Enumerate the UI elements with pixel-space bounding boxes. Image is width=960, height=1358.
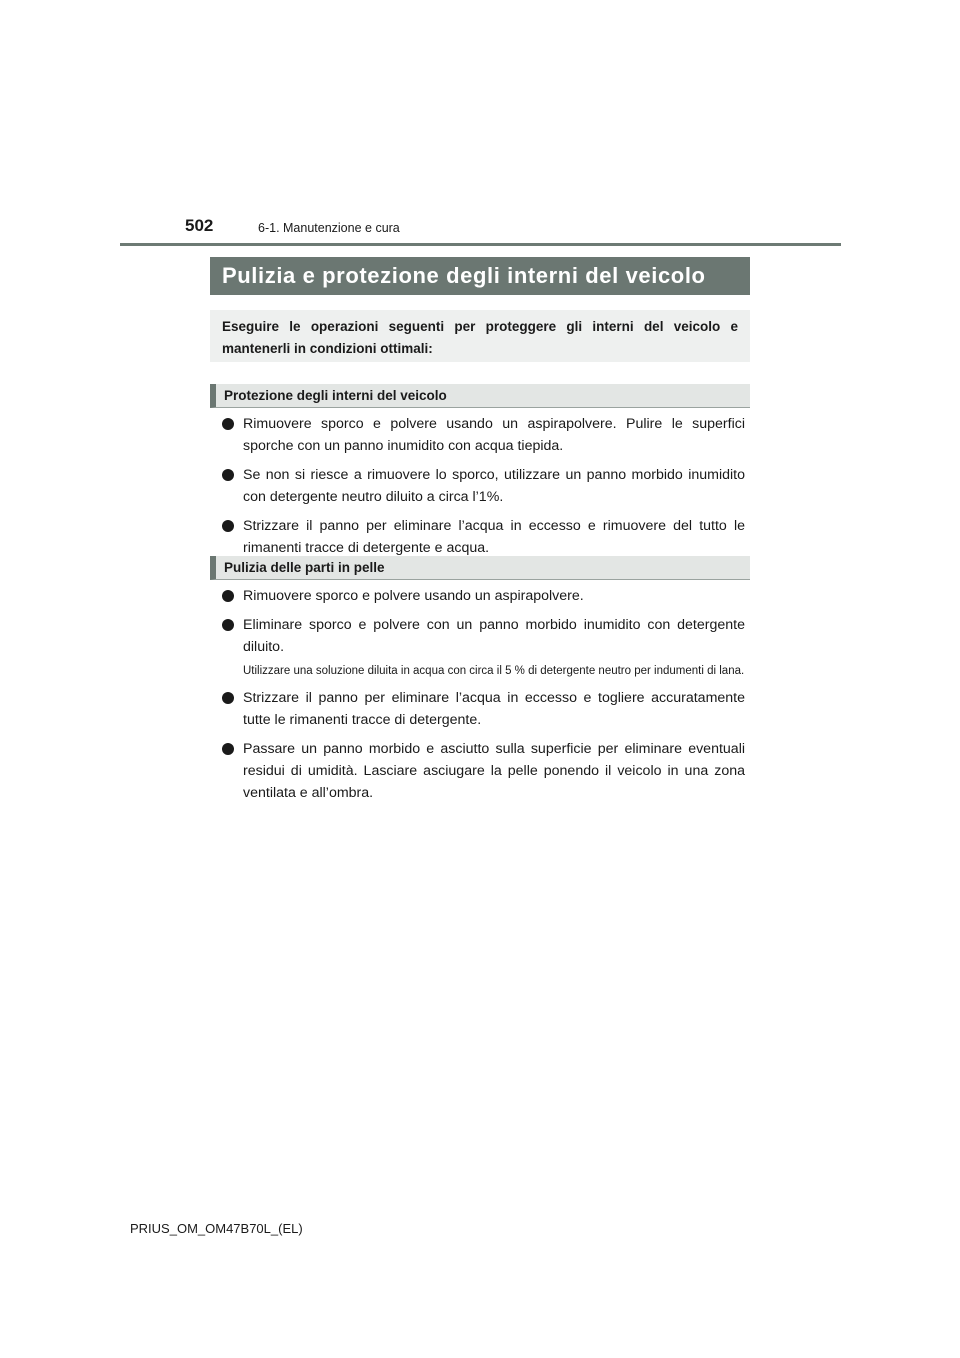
list-item: Se non si riesce a rimuovere lo sporco, utilizzare un panno morbido inumidito con detergente neutro diluito a circa l’1%. [222, 464, 745, 508]
bullet-icon [222, 520, 234, 532]
list-item: Rimuovere sporco e polvere usando un aspirapolvere. Pulire le superfici sporche con un panno inumidito con acqua tiepida. [222, 413, 745, 457]
bullet-icon [222, 469, 234, 481]
bullet-icon [222, 418, 234, 430]
bullet-list-leather-cleaning [222, 585, 745, 811]
note-text: Utilizzare una soluzione diluita in acqua con circa il 5 % di detergente neutro per indumenti di lana. [243, 665, 745, 677]
header-divider [120, 243, 841, 246]
list-item: Strizzare il panno per eliminare l’acqua in eccesso e rimuovere del tutto le rimanenti tracce di detergente e acqua. [222, 515, 745, 559]
bullet-icon [222, 619, 234, 631]
list-item: Passare un panno morbido e asciutto sulla superficie per eliminare eventuali residui di umidità. Lasciare asciugare la pelle ponendo il veicolo in una zona ventilata e all’ombra. [222, 738, 745, 804]
bullet-list-interior-protection [222, 413, 745, 566]
list-item: Rimuovere sporco e polvere usando un aspirapolvere. [222, 585, 745, 607]
intro-box [210, 310, 750, 362]
list-item: Eliminare sporco e polvere con un panno morbido inumidito con detergente diluito. [222, 614, 745, 658]
section-heading-leather-cleaning: Pulizia delle parti in pelle [210, 556, 750, 580]
page-title: Pulizia e protezione degli interni del veicolo [210, 257, 750, 295]
section-heading-interior-protection: Protezione degli interni del veicolo [210, 384, 750, 408]
bullet-icon [222, 692, 234, 704]
bullet-icon [222, 743, 234, 755]
intro-text: Eseguire le operazioni seguenti per proteggere gli interni del veicolo e mantenerli in condizioni ottimali: [222, 319, 738, 356]
bullet-icon [222, 590, 234, 602]
page-number: 502 [185, 216, 214, 235]
list-item: Strizzare il panno per eliminare l’acqua in eccesso e togliere accuratamente tutte le rimanenti tracce di detergente. [222, 687, 745, 731]
document-code: PRIUS_OM_OM47B70L_(EL) [130, 1221, 303, 1236]
section-reference: 6-1. Manutenzione e cura [258, 221, 400, 235]
